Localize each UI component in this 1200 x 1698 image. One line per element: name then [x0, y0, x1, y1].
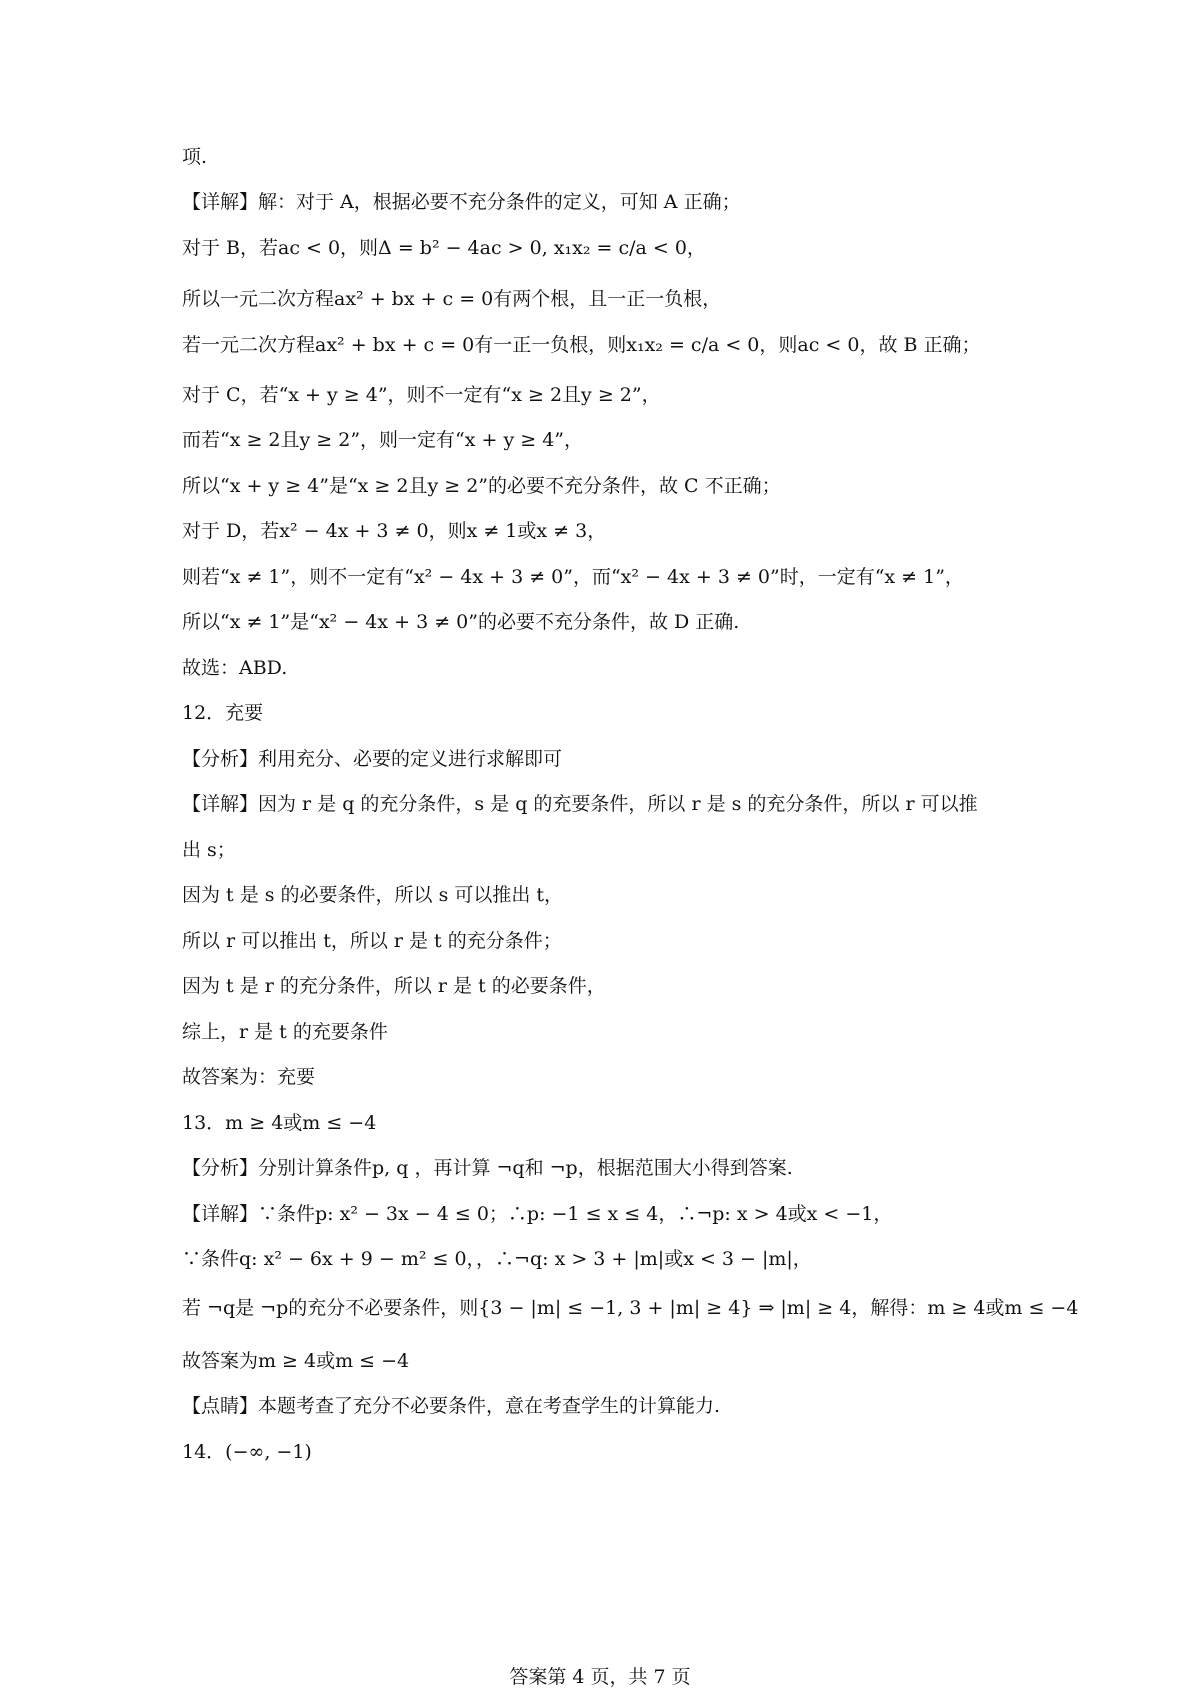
text-line: 对于 D，若x² − 4x + 3 ≠ 0，则x ≠ 1或x ≠ 3，	[182, 520, 607, 542]
text-line: 项.	[182, 146, 208, 168]
text-line: 对于 B，若ac < 0，则Δ = b² − 4ac > 0, x₁x₂ = c/a < 0，	[182, 237, 706, 259]
text-line: 综上，r 是 t 的充要条件	[182, 1021, 388, 1043]
text-line: 【分析】分别计算条件p, q ，再计算 ¬q和 ¬p，根据范围大小得到答案.	[182, 1157, 793, 1179]
text-line: 【详解】解：对于 A，根据必要不充分条件的定义，可知 A 正确；	[182, 191, 741, 213]
text-line: 而若“x ≥ 2且y ≥ 2”，则一定有“x + y ≥ 4”，	[182, 429, 584, 451]
text-line: 【详解】∵条件p: x² − 3x − 4 ≤ 0；∴p: −1 ≤ x ≤ 4，∴¬p: x > 4或x < −1，	[182, 1203, 893, 1225]
text-line: 【点睛】本题考查了充分不必要条件，意在考查学生的计算能力.	[182, 1395, 721, 1417]
text-line: 【详解】因为 r 是 q 的充分条件，s 是 q 的充要条件，所以 r 是 s 的充分条件，所以 r 可以推	[182, 793, 978, 815]
text-line: 所以“x + y ≥ 4”是“x ≥ 2且y ≥ 2”的必要不充分条件，故 C 不正确；	[182, 475, 781, 497]
page-footer: 答案第 4 页，共 7 页	[509, 1666, 691, 1688]
text-line: 对于 C，若“x + y ≥ 4”，则不一定有“x ≥ 2且y ≥ 2”，	[182, 384, 661, 406]
text-line: 故答案为：充要	[182, 1066, 316, 1088]
text-line: 13．m ≥ 4或m ≤ −4	[182, 1112, 377, 1134]
text-line: 14．(−∞, −1)	[182, 1441, 312, 1463]
text-line: 因为 t 是 s 的必要条件，所以 s 可以推出 t，	[182, 884, 564, 906]
text-line: 若 ¬q是 ¬p的充分不必要条件，则{3 − |m| ≤ −1, 3 + |m| ≥ 4} ⇒ |m| ≥ 4，解得：m ≥ 4或m ≤ −4	[182, 1297, 1079, 1319]
text-line: 故选：ABD.	[182, 657, 288, 679]
text-line: 出 s；	[182, 839, 236, 861]
text-line: 则若“x ≠ 1”，则不一定有“x² − 4x + 3 ≠ 0”，而“x² − 4x + 3 ≠ 0”时，一定有“x ≠ 1”，	[182, 566, 964, 588]
text-line: 12．充要	[182, 702, 264, 724]
text-line: 故答案为m ≥ 4或m ≤ −4	[182, 1350, 410, 1372]
text-line: ∵条件q: x² − 6x + 9 − m² ≤ 0，，∴¬q: x > 3 + |m|或x < 3 − |m|，	[182, 1248, 812, 1270]
text-line: 【分析】利用充分、必要的定义进行求解即可	[182, 748, 563, 770]
text-line: 若一元二次方程ax² + bx + c = 0有一正一负根，则x₁x₂ = c/a < 0，则ac < 0，故 B 正确；	[182, 334, 981, 356]
text-line: 因为 t 是 r 的充分条件，所以 r 是 t 的必要条件，	[182, 975, 606, 997]
text-line: 所以 r 可以推出 t，所以 r 是 t 的充分条件；	[182, 930, 562, 952]
text-line: 所以“x ≠ 1”是“x² − 4x + 3 ≠ 0”的必要不充分条件，故 D 正确.	[182, 611, 740, 633]
text-line: 所以一元二次方程ax² + bx + c = 0有两个根，且一正一负根，	[182, 288, 722, 310]
